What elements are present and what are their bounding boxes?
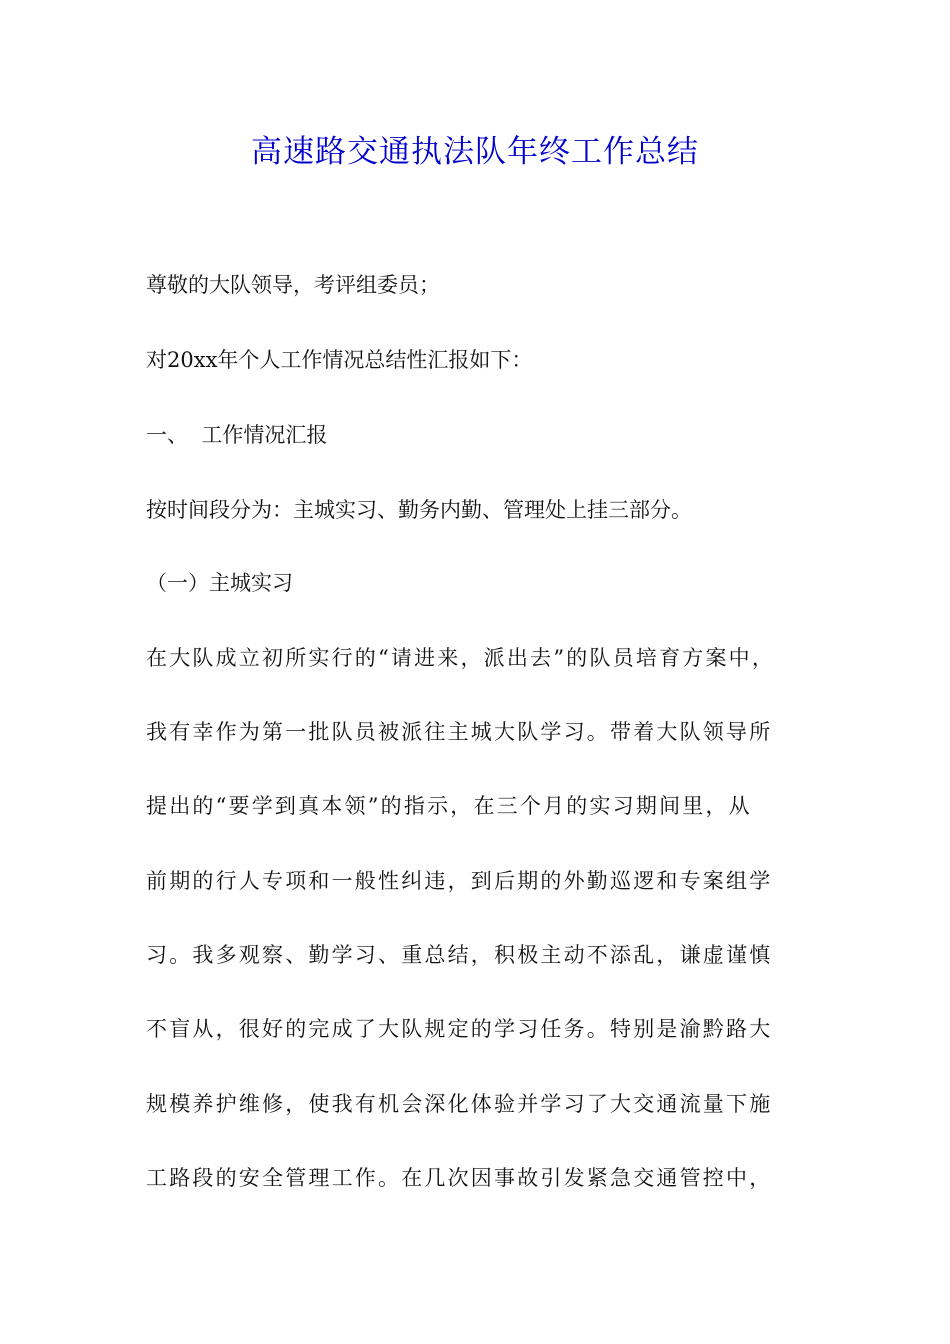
subsection-heading: （一）主城实习 <box>146 571 293 595</box>
paragraph-line: 工路段的安全管理工作。在几次因事故引发紧急交通管控中， <box>146 1166 773 1190</box>
paragraph-line: 提出的“要学到真本领”的指示，在三个月的实习期间里，从 <box>146 794 752 818</box>
section-heading: 一、 工作情况汇报 <box>146 423 328 447</box>
document-title: 高速路交通执法队年终工作总结 <box>251 134 699 170</box>
paragraph-line: 前期的行人专项和一般性纠违，到后期的外勤巡逻和专案组学 <box>146 869 773 893</box>
paragraph-line: 在大队成立初所实行的“请进来，派出去”的队员培育方案中， <box>146 646 776 670</box>
paragraph-line: 习。我多观察、勤学习、重总结，积极主动不添乱，谦虚谨慎 <box>146 943 773 967</box>
salutation: 尊敬的大队领导，考评组委员； <box>146 273 440 297</box>
paragraph-line: 规模养护维修，使我有机会深化体验并学习了大交通流量下施 <box>146 1092 773 1116</box>
paragraph-line: 不盲从，很好的完成了大队规定的学习任务。特别是渝黔路大 <box>146 1017 773 1041</box>
intro-line: 对20xx年个人工作情况总结性汇报如下： <box>146 348 533 372</box>
section-summary: 按时间段分为：主城实习、勤务内勤、管理处上挂三部分。 <box>146 498 692 522</box>
paragraph-line: 我有幸作为第一批队员被派往主城大队学习。带着大队领导所 <box>146 720 773 744</box>
